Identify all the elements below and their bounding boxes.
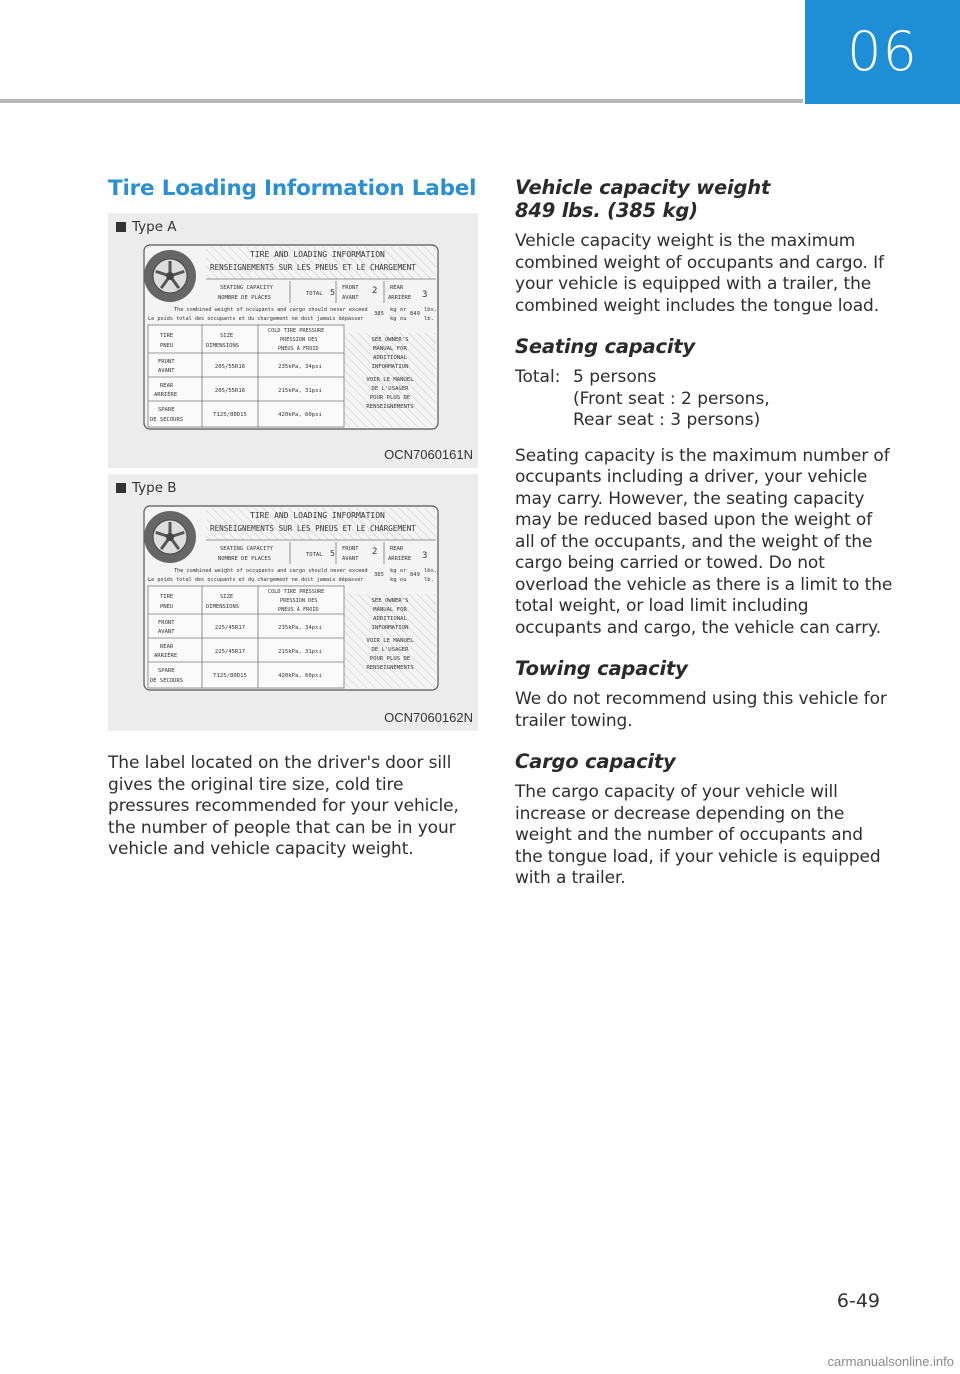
row-spare-en: SPARE [158, 668, 175, 674]
row-rear-pressure: 215kPa, 31psi [278, 388, 322, 394]
voir-manuel-line: VOIR LE MANUEL [366, 377, 414, 383]
total-persons: 5 persons [573, 367, 657, 387]
row-front-pressure: 235kPa, 34psi [278, 625, 322, 631]
lbs-label-en: lbs. [424, 307, 438, 313]
left-column [108, 176, 478, 861]
voir-manuel-line: VOIR LE MANUEL [366, 638, 414, 644]
vehicle-capacity-heading [515, 176, 895, 222]
see-manual-line: INFORMATION [371, 364, 409, 370]
row-spare-size: T125/80D15 [213, 673, 247, 679]
seating-capacity-heading: Seating capacity [515, 335, 695, 358]
combined-weight-fr: Le poids total des occupants et du chargement ne doit jamais dépasser [148, 577, 364, 583]
voir-manuel-line: POUR PLUS DE [369, 656, 411, 662]
total-value: 5 [330, 288, 335, 297]
see-manual-line: SEE OWNER'S [371, 337, 409, 343]
row-front-size: 225/45R17 [214, 625, 246, 631]
placard-title-fr: RENSEIGNEMENTS SUR LES PNEUS ET LE CHARGEMENT [210, 263, 416, 272]
row-front-fr: AVANT [158, 629, 175, 635]
row-front-en: FRONT [158, 620, 175, 626]
towing-capacity-body: We do not recommend using this vehicle for trailer towing. [515, 689, 887, 731]
figure-b-code: OCN7060162N [384, 710, 473, 725]
combined-weight-fr: Le poids total des occupants et du chargement ne doit jamais dépasser [148, 316, 364, 322]
front-label-fr: AVANT [342, 295, 359, 301]
kg-value: 385 [374, 311, 384, 317]
front-value: 2 [372, 547, 378, 557]
front-value: 2 [372, 286, 378, 296]
see-manual-line: ADDITIONAL [373, 616, 407, 622]
row-rear-en: REAR [160, 383, 174, 389]
placard-title-fr: RENSEIGNEMENTS SUR LES PNEUS ET LE CHARGEMENT [210, 524, 416, 533]
cargo-capacity-heading: Cargo capacity [515, 750, 676, 773]
see-manual-line: MANUAL FOR [373, 607, 407, 613]
header-size-fr: DIMENSIONS [206, 604, 240, 610]
row-front-pressure: 235kPa, 34psi [278, 364, 322, 370]
row-spare-fr: DE SECOURS [150, 417, 184, 423]
row-spare-fr: DE SECOURS [150, 678, 184, 684]
total-label: Total: [515, 367, 561, 387]
see-manual-line: ADDITIONAL [373, 355, 407, 361]
combined-weight-en: The combined weight of occupants and cargo should never exceed [174, 307, 368, 313]
kg-label-fr: kg ou [390, 577, 407, 583]
rear-label-fr: ARRIÈRE [388, 295, 412, 301]
kg-value: 385 [374, 572, 384, 578]
total-value: 5 [330, 549, 335, 558]
header-tire-fr: PNEU [160, 604, 174, 610]
combined-weight-en: The combined weight of occupants and cargo should never exceed [174, 568, 368, 574]
rear-value: 3 [422, 290, 428, 300]
row-spare-en: SPARE [158, 407, 175, 413]
header-tire-en: TIRE [160, 594, 174, 600]
towing-capacity-heading: Towing capacity [515, 657, 688, 680]
chapter-tab: 06 [805, 0, 960, 104]
figure-a-code: OCN7060161N [384, 447, 473, 462]
watermark: carmanualsonline.info [827, 1354, 954, 1369]
see-manual-line: SEE OWNER'S [371, 598, 409, 604]
kg-label-en: kg or [390, 568, 407, 574]
page-number: 6-49 [836, 1290, 880, 1312]
header-rule [0, 99, 803, 103]
voir-manuel-line: POUR PLUS DE [369, 395, 411, 401]
rear-label-fr: ARRIÈRE [388, 556, 412, 562]
row-spare-pressure: 420kPa, 60psi [278, 673, 322, 679]
seating-capacity-section [515, 335, 895, 639]
row-spare-size: T125/80D15 [213, 412, 247, 418]
header-tire-en: TIRE [160, 333, 174, 339]
voir-manuel-line: RENSEIGNEMENTS [366, 404, 414, 410]
figure-type-b-caption [116, 480, 177, 496]
wheel-hub-icon [166, 272, 174, 280]
wheel-hub-icon [166, 533, 174, 541]
placard-title-en: TIRE AND LOADING INFORMATION [250, 511, 385, 520]
front-label-en: FRONT [342, 546, 359, 552]
row-rear-size: 205/55R16 [214, 388, 246, 394]
row-front-fr: AVANT [158, 368, 175, 374]
header-size-en: SIZE [220, 333, 234, 339]
header-cold-fr2: PNEUS À FROID [278, 346, 319, 352]
header-tire-fr: PNEU [160, 343, 174, 349]
row-front-size: 205/55R16 [214, 364, 246, 370]
row-front-en: FRONT [158, 359, 175, 365]
seating-capacity-body: Seating capacity is the maximum number of occupants including a driver, your vehicle may carry. However, the seating capacity may be reduced based upon the weight of all of the occupants, and the weight of the cargo being carried or towed. Do not overload the vehicle as there is a limit to the total weight, or load limit including occupants and cargo, the vehicle can carry. [515, 445, 893, 638]
row-rear-fr: ARRIÈRE [154, 653, 178, 659]
row-rear-fr: ARRIÈRE [154, 392, 178, 398]
figure-type-a-label: Type A [132, 219, 177, 235]
figure-type-b-label: Type B [132, 480, 177, 496]
row-rear-size: 225/45R17 [214, 649, 246, 655]
total-label: TOTAL [306, 291, 323, 297]
vehicle-capacity-section [515, 176, 895, 317]
kg-label-en: kg or [390, 307, 407, 313]
figure-type-a-caption [116, 219, 177, 235]
seating-label-en: SEATING CAPACITY [220, 285, 273, 291]
vehicle-capacity-heading-line2: 849 lbs. (385 kg) [515, 199, 698, 222]
row-spare-pressure: 420kPa, 60psi [278, 412, 322, 418]
right-column [515, 176, 895, 908]
tire-label-a [140, 243, 440, 433]
label-description: The label located on the driver's door sill gives the original tire size, cold tire pressures recommended for your vehicle, the number of people that can be in your vehicle and vehicle capacity weight. [108, 753, 459, 859]
lbs-value: 849 [410, 572, 420, 578]
bullet-square-icon [116, 483, 126, 493]
rear-label-en: REAR [390, 546, 404, 552]
cargo-capacity-section [515, 750, 895, 890]
header-size-fr: DIMENSIONS [206, 343, 240, 349]
see-manual-line: MANUAL FOR [373, 346, 407, 352]
lbs-label-en: lbs. [424, 568, 438, 574]
lbs-value: 849 [410, 311, 420, 317]
front-label-en: FRONT [342, 285, 359, 291]
row-rear-en: REAR [160, 644, 174, 650]
total-rear: Rear seat : 3 persons) [573, 410, 761, 430]
header-cold-en: COLD TIRE PRESSURE [268, 328, 325, 334]
see-manual-line: INFORMATION [371, 625, 409, 631]
kg-label-fr: kg ou [390, 316, 407, 322]
rear-value: 3 [422, 551, 428, 561]
figure-type-a [108, 213, 478, 468]
front-label-fr: AVANT [342, 556, 359, 562]
header-cold-fr2: PNEUS À FROID [278, 607, 319, 613]
voir-manuel-line: DE L'USAGER [371, 647, 409, 653]
row-rear-pressure: 215kPa, 31psi [278, 649, 322, 655]
voir-manuel-line: RENSEIGNEMENTS [366, 665, 414, 671]
rear-label-en: REAR [390, 285, 404, 291]
voir-manuel-line: DE L'USAGER [371, 386, 409, 392]
cargo-capacity-body: The cargo capacity of your vehicle will increase or decrease depending on the weight and the number of occupants and the tongue load, if your vehicle is equipped with a trailer. [515, 782, 881, 888]
vehicle-capacity-body: Vehicle capacity weight is the maximum combined weight of occupants and cargo. If your vehicle is equipped with a trailer, the combined weight includes the tongue load. [515, 231, 884, 316]
lbs-label-fr: lb. [424, 316, 434, 322]
tire-label-b [140, 504, 440, 694]
seating-label-fr: NOMBRE DE PLACES [218, 556, 271, 562]
header-cold-en: COLD TIRE PRESSURE [268, 589, 325, 595]
lbs-label-fr: lb. [424, 577, 434, 583]
seating-label-fr: NOMBRE DE PLACES [218, 295, 271, 301]
bullet-square-icon [116, 222, 126, 232]
header-cold-fr: PRESSION DES [280, 598, 318, 604]
vehicle-capacity-heading-line1: Vehicle capacity weight [515, 176, 771, 199]
header-size-en: SIZE [220, 594, 234, 600]
section-title: Tire Loading Information Label [108, 176, 477, 201]
placard-title-en: TIRE AND LOADING INFORMATION [250, 250, 385, 259]
total-label: TOTAL [306, 552, 323, 558]
towing-capacity-section [515, 657, 895, 732]
seating-total [515, 367, 895, 432]
total-front: (Front seat : 2 persons, [573, 388, 770, 409]
header-cold-fr: PRESSION DES [280, 337, 318, 343]
seating-label-en: SEATING CAPACITY [220, 546, 273, 552]
figure-type-b [108, 474, 478, 731]
